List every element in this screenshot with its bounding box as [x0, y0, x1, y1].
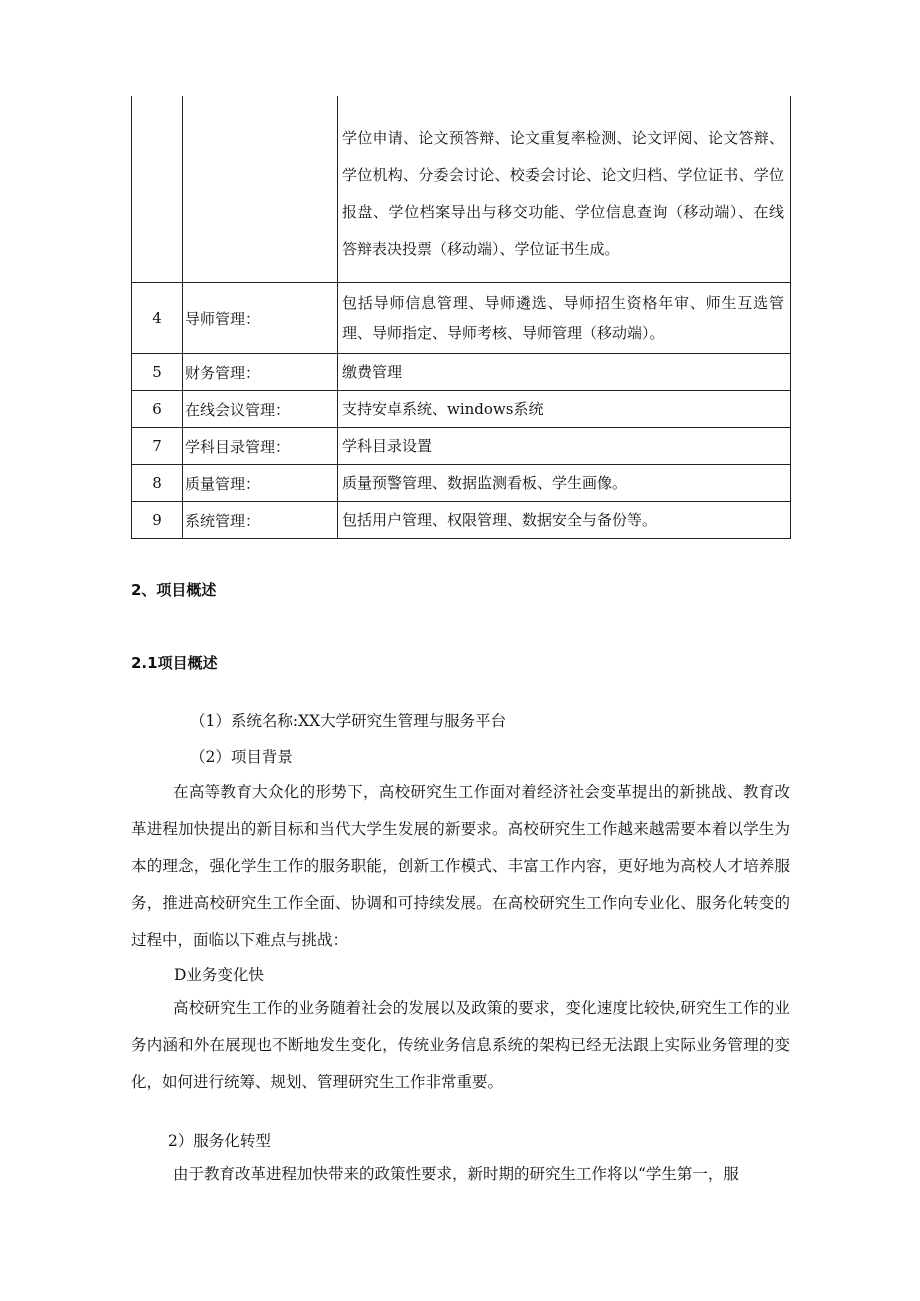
table-row: [132, 283, 791, 354]
module-name: 财务管理：: [183, 354, 338, 391]
row-number: 8: [132, 465, 183, 502]
module-description: 包括用户管理、权限管理、数据安全与备份等。: [338, 502, 791, 539]
module-description: 包括导师信息管理、导师遴选、导师招生资格年审、师生互选管理、导师指定、导师考核、导师管理（移动端）。: [338, 283, 791, 354]
module-name: 系统管理：: [183, 502, 338, 539]
system-name-item: （1）系统名称:XX大学研究生管理与服务平台: [190, 712, 507, 730]
background-paragraph: 在高等教育大众化的形势下，高校研究生工作面对着经济社会变革提出的新挑战、教育改革进程加快提出的新目标和当代大学生发展的新要求。高校研究生工作越来越需要本着以学生为本的理念，强化学生工作的服务职能，创新工作模式、丰富工作内容，更好地为高校人才培养服务，推进高校研究生工作全面、协调和可持续发展。在高校研究生工作向专业化、服务化转变的过程中，面临以下难点与挑战：: [131, 783, 790, 949]
table-row: [132, 502, 791, 539]
module-name: 在线会议管理：: [183, 391, 338, 428]
module-name: 学科目录管理：: [183, 428, 338, 465]
section-heading: 2、项目概述: [131, 581, 217, 599]
challenge-paragraph: 高校研究生工作的业务随着社会的发展以及政策的要求，变化速度比较快,研究生工作的业务内涵和外在展现也不断地发生变化，传统业务信息系统的架构已经无法跟上实际业务管理的变化，如何进行统筹、规划、管理研究生工作非常重要。: [131, 999, 790, 1091]
table-row: [132, 96, 791, 283]
table-row: [132, 465, 791, 502]
table-row: [132, 391, 791, 428]
module-description: 支持安卓系统、windows系统: [338, 391, 791, 428]
row-number: 5: [132, 354, 183, 391]
table-row: [132, 428, 791, 465]
module-name: 导师管理：: [183, 283, 338, 354]
module-description: 学位申请、论文预答辩、论文重复率检测、论文评阅、论文答辩、学位机构、分委会讨论、校委会讨论、论文归档、学位证书、学位报盘、学位档案导出与移交功能、学位信息查询（移动端）、在线答辩表决投票（移动端）、学位证书生成。: [338, 96, 791, 283]
module-name: 质量管理：: [183, 465, 338, 502]
row-number: 4: [132, 283, 183, 354]
module-description: 质量预警管理、数据监测看板、学生画像。: [338, 465, 791, 502]
challenge-heading: 2）服务化转型: [168, 1132, 271, 1150]
table-row: [132, 354, 791, 391]
challenge-heading: D业务变化快: [174, 966, 264, 984]
feature-table: [131, 96, 791, 539]
module-description: 缴费管理: [338, 354, 791, 391]
background-item: （2）项目背景: [190, 748, 293, 766]
subsection-heading: 2.1项目概述: [131, 654, 218, 672]
row-number: 9: [132, 502, 183, 539]
row-number: [132, 96, 183, 283]
row-number: 7: [132, 428, 183, 465]
module-name: [183, 96, 338, 283]
row-number: 6: [132, 391, 183, 428]
service-paragraph: 由于教育改革进程加快带来的政策性要求，新时期的研究生工作将以“学生第一，服: [173, 1165, 739, 1183]
module-description: 学科目录设置: [338, 428, 791, 465]
